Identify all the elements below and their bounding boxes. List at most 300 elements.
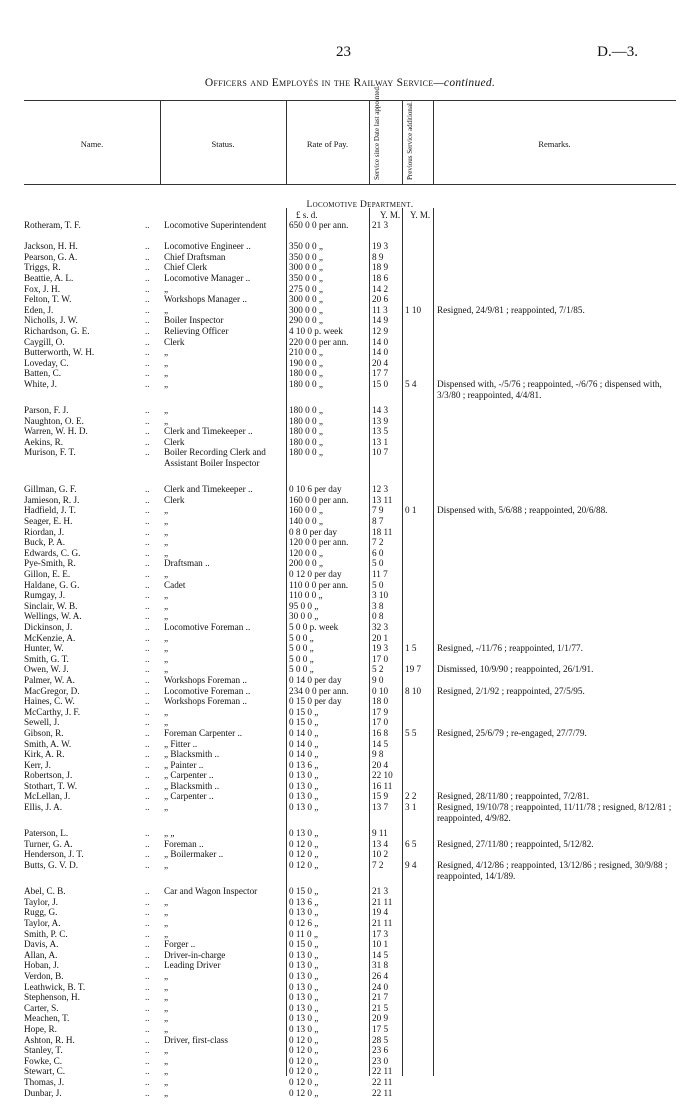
employee-name: Pearson, G. A. [24,251,78,262]
previous-service: 0 1 [405,505,417,516]
rate-of-pay: 0 13 0 „ [289,981,319,992]
service-since-appointed: 13 5 [372,426,389,437]
rate-of-pay: 0 12 0 „ [289,1076,319,1087]
leader-dots: .. [145,907,150,918]
employee-name: Ashton, R. H. [24,1034,75,1045]
leader-dots: .. [145,415,150,426]
employee-status: „ Painter .. [164,759,204,770]
rate-of-pay: 0 12 0 „ [289,838,319,849]
rate-of-pay: 350 0 0 „ [289,251,323,262]
employee-status: „ Carpenter .. [164,791,214,802]
service-since-appointed: 23 6 [372,1045,389,1056]
employee-status: „ Blacksmith .. [164,780,220,791]
rate-of-pay: 0 13 6 „ [289,759,319,770]
service-since-appointed: 10 7 [372,447,389,458]
leader-dots: .. [145,251,150,262]
leader-dots: .. [145,664,150,675]
leader-dots: .. [145,928,150,939]
leader-dots: .. [145,436,150,447]
rate-of-pay: 0 12 6 „ [289,918,319,929]
employee-name: Davis, A. [24,939,59,950]
service-since-appointed: 7 2 [372,537,384,548]
leader-dots: .. [145,653,150,664]
leader-dots: .. [145,970,150,981]
rate-of-pay: 110 0 0 „ [289,590,323,601]
leader-dots: .. [145,1045,150,1056]
service-since-appointed: 19 4 [372,907,389,918]
table-title-continued: —continued. [433,77,496,89]
service-since-appointed: 26 4 [372,970,389,981]
employee-name: Allan, A. [24,949,58,960]
employee-status: „ [164,918,169,929]
employee-status: Clerk and Timekeeper .. [164,484,253,495]
employee-status: „ [164,537,169,548]
employee-status: Workshops Foreman .. [164,674,247,685]
employee-name: Beattie, A. L. [24,272,74,283]
employee-name: Loveday, C. [24,357,69,368]
leader-dots: .. [145,1066,150,1077]
rate-of-pay: 0 13 0 „ [289,907,319,918]
service-since-appointed: 17 9 [372,706,389,717]
employee-name: Caygill, O. [24,336,65,347]
table-row [0,305,700,316]
page-number: 23 [336,44,351,60]
rate-of-pay: 0 12 0 „ [289,1087,319,1098]
leader-dots: .. [145,611,150,622]
table-row [0,379,700,400]
employee-name: Verdon, B. [24,970,64,981]
table-row [0,347,700,358]
employee-name: Henderson, J. T. [24,849,84,860]
employee-status: „ [164,970,169,981]
service-since-appointed: 8 7 [372,516,384,527]
table-row [0,633,700,644]
leader-dots: .. [145,727,150,738]
employee-status: Leading Driver [164,960,221,971]
table-row [0,622,700,633]
employee-status: „ [164,415,169,426]
employee-status: „ [164,526,169,537]
employee-name: Paterson, L. [24,828,69,839]
table-row [0,241,700,252]
table-row [0,569,700,580]
rate-of-pay: 300 0 0 „ [289,294,323,305]
remarks: Dispensed with, -/5/76 ; reappointed, -/6/76 ; dispensed with, 3/3/80 ; reappointed, 4/4/81. [437,378,662,400]
service-since-appointed: 5 2 [372,664,384,675]
leader-dots: .. [145,378,150,389]
employee-name: Triggs, R. [24,262,61,273]
service-since-appointed: 6 0 [372,547,384,558]
employee-status: „ [164,907,169,918]
table-row [0,601,700,612]
leader-dots: .. [145,886,150,897]
employee-status: „ [164,802,169,813]
leader-dots: .. [145,992,150,1003]
leader-dots: .. [145,484,150,495]
leader-dots: .. [145,621,150,632]
service-since-appointed: 12 9 [372,325,389,336]
table-row [0,337,700,348]
service-since-appointed: 18 6 [372,272,389,283]
employee-status: „ [164,1066,169,1077]
table-row [0,495,700,506]
table-row [0,611,700,622]
employee-status: „ [164,283,169,294]
rate-of-pay: 350 0 0 „ [289,241,323,252]
leader-dots: .. [145,516,150,527]
leader-dots: .. [145,849,150,860]
employee-status: „ [164,569,169,580]
employee-status: „ [164,632,169,643]
employee-status: „ [164,981,169,992]
leader-dots: .. [145,802,150,813]
table-row [0,828,700,839]
service-since-appointed: 21 3 [372,886,389,897]
rate-of-pay: 190 0 0 „ [289,357,323,368]
service-since-appointed: 21 7 [372,992,389,1003]
rate-of-pay: 180 0 0 „ [289,436,323,447]
leader-dots: .. [145,643,150,654]
employee-name: Haldane, G. G. [24,579,80,590]
employee-name: Abel, C. B. [24,886,66,897]
rate-of-pay: 0 13 0 „ [289,1002,319,1013]
employee-name: White, J. [24,378,57,389]
employee-status: „ Fitter .. [164,738,198,749]
table-row [0,982,700,993]
employee-name: Taylor, J. [24,896,58,907]
employee-status: Clerk and Timekeeper .. [164,426,253,437]
table-row [0,537,700,548]
leader-dots: .. [145,526,150,537]
leader-dots: .. [145,918,150,929]
service-since-appointed: 13 7 [372,802,389,813]
employee-name: Stanley, T. [24,1045,63,1056]
table-row [0,426,700,437]
leader-dots: .. [145,558,150,569]
rate-of-pay: 0 14 0 per day [289,674,342,685]
rate-of-pay: 0 13 0 „ [289,960,319,971]
table-row [0,781,700,792]
section-heading: Locomotive Department. [306,200,414,210]
employee-name: Leathwick, B. T. [24,981,86,992]
employee-status: „ [164,600,169,611]
leader-dots: .. [145,960,150,971]
service-since-appointed: 14 5 [372,738,389,749]
rate-of-pay: 0 12 0 per day [289,569,342,580]
employee-name: Ellis, J. A. [24,802,63,813]
rate-of-pay: 5 0 0 „ [289,664,314,675]
employee-status: „ [164,992,169,1003]
employee-name: Hadfield, J. T. [24,505,76,516]
service-since-appointed: 17 7 [372,368,389,379]
remarks: Resigned, 25/6/79 ; re-engaged, 27/7/79. [437,727,587,738]
remarks: Dispensed with, 5/6/88 ; reappointed, 20/6/88. [437,505,608,516]
table-row [0,886,700,897]
leader-dots: .. [145,357,150,368]
table-row [0,728,700,739]
employee-name: Seager, E. H. [24,516,73,527]
service-since-appointed: 14 3 [372,405,389,416]
rate-of-pay: 5 0 0 „ [289,653,314,664]
service-since-appointed: 22 11 [372,1087,393,1098]
employee-name: Stephenson, H. [24,992,80,1003]
employee-name: Kirk, A. R. [24,749,65,760]
table-row [0,791,700,802]
table-row [0,1013,700,1024]
leader-dots: .. [145,981,150,992]
previous-service: 5 5 [405,727,417,738]
employee-status: „ [164,1087,169,1098]
service-since-appointed: 10 2 [372,849,389,860]
leader-dots: .. [145,685,150,696]
previous-service: 2 2 [405,791,417,802]
remarks: Dismissed, 10/9/90 ; reappointed, 26/1/91. [437,664,594,675]
employee-status: Foreman Carpenter .. [164,727,243,738]
employee-name: Butterworth, W. H. [24,347,95,358]
employee-name: Haines, C. W. [24,696,75,707]
employee-name: McKenzie, A. [24,632,76,643]
column-header-name: Name. [80,139,104,149]
leader-dots: .. [145,426,150,437]
service-since-appointed: 20 6 [372,294,389,305]
employee-name: Riordan, J. [24,526,65,537]
rate-of-pay: 120 0 0 per ann. [289,537,349,548]
remarks: Resigned, 2/1/92 ; reappointed, 27/5/95. [437,685,585,696]
leader-dots: .. [145,738,150,749]
service-since-appointed: 3 10 [372,590,389,601]
rate-of-pay: 0 13 0 „ [289,992,319,1003]
employee-status: Workshops Manager .. [164,294,247,305]
rate-of-pay: 0 14 0 „ [289,738,319,749]
service-since-appointed: 5 0 [372,579,384,590]
service-since-appointed: 12 3 [372,484,389,495]
rate-of-pay: 180 0 0 „ [289,378,323,389]
employee-status: Driver, first-class [164,1034,228,1045]
employee-status: Foreman .. [164,838,204,849]
leader-dots: .. [145,579,150,590]
employee-name: Dickinson, J. [24,621,73,632]
leader-dots: .. [145,590,150,601]
table-row [0,907,700,918]
rate-of-pay: 140 0 0 „ [289,516,323,527]
employee-name: Wellings, W. A. [24,611,82,622]
leader-dots: .. [145,294,150,305]
service-since-appointed: 9 0 [372,674,384,685]
leader-dots: .. [145,336,150,347]
employee-name: Thomas, J. [24,1076,65,1087]
rate-of-pay: 120 0 0 „ [289,547,323,558]
leader-dots: .. [145,569,150,580]
service-since-appointed: 14 0 [372,347,389,358]
rate-of-pay: 0 13 0 „ [289,1013,319,1024]
rate-of-pay: 5 0 0 „ [289,632,314,643]
employee-status: „ [164,1045,169,1056]
previous-service: 1 10 [405,304,422,315]
employee-status: „ [164,1055,169,1066]
table-row [0,558,700,569]
employee-name: Nicholls, J. W. [24,315,78,326]
employee-name: Kerr, J. [24,759,51,770]
table-row [0,220,700,241]
leader-dots: .. [145,315,150,326]
rate-of-pay: 95 0 0 „ [289,600,319,611]
table-row [0,1088,700,1099]
table-title [0,77,700,89]
table-row [0,971,700,982]
employee-name: Felton, T. W. [24,294,72,305]
remarks: Resigned, -/11/76 ; reappointed, 1/1/77. [437,643,583,654]
rate-of-pay: 234 0 0 per ann. [289,685,349,696]
leader-dots: .. [145,860,150,871]
employee-status: „ [164,611,169,622]
previous-service: 19 7 [405,664,422,675]
previous-service: 8 10 [405,685,422,696]
remarks: Resigned, 19/10/78 ; reappointed, 11/11/78 ; resigned, 8/12/81 ; reappointed, 4/9/82. [437,802,672,823]
service-units: Y. M. [380,210,401,220]
employee-status: „ [164,304,169,315]
employee-status: „ [164,516,169,527]
employee-name: Parson, F. J. [24,405,69,416]
leader-dots: .. [145,547,150,558]
employee-status: Locomotive Foreman .. [164,685,251,696]
remarks: Resigned, 4/12/86 ; reappointed, 13/12/86 ; resigned, 30/9/88 ; reappointed, 14/1/89. [437,860,668,881]
table-row [0,760,700,771]
employee-name: Gibson, R. [24,727,64,738]
document-reference: D.—3. [597,44,638,60]
employee-status: „ [164,706,169,717]
employee-name: Fowke, C. [24,1055,63,1066]
employee-name: Pye-Smith, R. [24,558,76,569]
rate-of-pay: 0 8 0 per day [289,526,337,537]
rate-of-pay: 0 14 0 „ [289,749,319,760]
column-header-service: Service since Date last appointed. [373,85,381,180]
employee-name: Smith, P. C. [24,928,68,939]
table-row [0,749,700,760]
service-since-appointed: 23 0 [372,1055,389,1066]
pay-units: £ s. d. [296,210,318,220]
employee-status: „ [164,357,169,368]
service-since-appointed: 14 0 [372,336,389,347]
leader-dots: .. [145,600,150,611]
employee-name: Batten, C. [24,368,62,379]
employee-status: Boiler Recording Clerk and Assistant Boiler Inspector [164,447,266,469]
table-row [0,315,700,326]
rate-of-pay: 4 10 0 p. week [289,325,343,336]
rate-of-pay: 0 12 0 „ [289,1055,319,1066]
rate-of-pay: 0 15 0 „ [289,939,319,950]
employee-name: Robertson, J. [24,770,73,781]
rate-of-pay: 180 0 0 „ [289,405,323,416]
employee-status: „ [164,643,169,654]
employee-name: Hoban, J. [24,960,59,971]
table-row [0,358,700,369]
leader-dots: .. [145,939,150,950]
table-row [0,1056,700,1067]
leader-dots: .. [145,447,150,458]
table-row [0,527,700,538]
employee-status: Driver-in-charge [164,949,226,960]
rate-of-pay: 5 0 0 p. week [289,621,339,632]
rate-of-pay: 180 0 0 „ [289,415,323,426]
table-row [0,770,700,781]
previous-units: Y. M. [410,210,431,220]
rate-of-pay: 160 0 0 „ [289,505,323,516]
rate-of-pay: 650 0 0 per ann. [289,220,349,230]
table-row [0,590,700,601]
leader-dots: .. [145,241,150,252]
leader-dots: .. [145,272,150,283]
table-row [0,992,700,1003]
table-row [0,437,700,448]
service-since-appointed: 16 8 [372,727,389,738]
rate-of-pay: 0 13 0 „ [289,828,319,839]
table-row [0,686,700,697]
leader-dots: .. [145,325,150,336]
service-since-appointed: 13 4 [372,838,389,849]
employee-name: Stothart, T. W. [24,780,78,791]
service-since-appointed: 17 0 [372,717,389,728]
rate-of-pay: 0 12 0 „ [289,860,319,871]
employee-status: „ [164,664,169,675]
rate-of-pay: 290 0 0 „ [289,315,323,326]
employee-name: Dunbar, J. [24,1087,62,1098]
rate-of-pay: 0 13 0 „ [289,1023,319,1034]
divider [369,100,370,184]
employee-name: Butts, G. V. D. [24,860,79,871]
divider [402,100,403,184]
service-since-appointed: 20 9 [372,1013,389,1024]
rate-of-pay: 300 0 0 „ [289,304,323,315]
employee-name: Rotheram, T. F. [24,220,81,230]
service-since-appointed: 32 3 [372,621,389,632]
employee-name: Meachen, T. [24,1013,70,1024]
rate-of-pay: 0 10 6 per day [289,484,342,495]
employee-status: Clerk [164,494,185,505]
employee-status: Forger .. [164,939,196,950]
leader-dots: .. [145,1076,150,1087]
leader-dots: .. [145,828,150,839]
service-since-appointed: 19 3 [372,643,389,654]
employee-name: Naughton, O. E. [24,415,84,426]
employee-status: „ [164,378,169,389]
table-row [0,516,700,527]
employee-name: Warren, W. H. D. [24,426,88,437]
service-since-appointed: 11 7 [372,569,388,580]
employee-name: Buck, P. A. [24,537,66,548]
table-row [0,294,700,305]
rate-of-pay: 0 14 0 „ [289,727,319,738]
employee-name: Smith, G. T. [24,653,69,664]
table-row [0,484,700,495]
service-since-appointed: 21 11 [372,918,393,929]
employee-status: „ [164,405,169,416]
rate-of-pay: 0 15 0 „ [289,706,319,717]
employee-name: Smith, A. W. [24,738,72,749]
table-title-main: Officers and Employés in the Railway Service [204,77,434,89]
rate-of-pay: 300 0 0 „ [289,262,323,273]
employee-status: Draftsman .. [164,558,210,569]
table-row [0,717,700,728]
table-row [0,939,700,950]
employee-status: „ [164,505,169,516]
employee-status: Workshops Foreman .. [164,696,247,707]
employee-name: Gillman, G. F. [24,484,77,495]
service-since-appointed: 28 5 [372,1034,389,1045]
rate-of-pay: 350 0 0 „ [289,272,323,283]
remarks: Resigned, 27/11/80 ; reappointed, 5/12/82. [437,838,594,849]
rate-of-pay: 0 15 0 „ [289,717,319,728]
service-since-appointed: 21 5 [372,1002,389,1013]
